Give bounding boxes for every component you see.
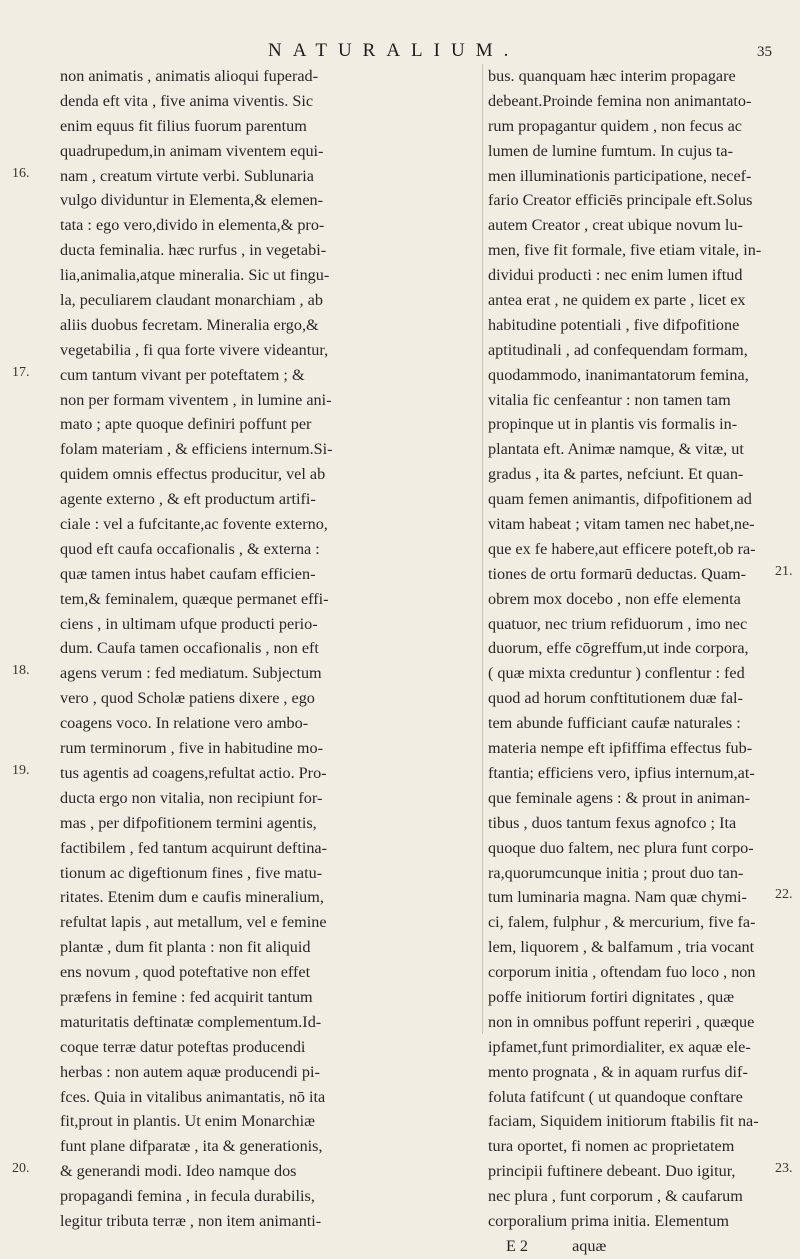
text-line: mento prognata , & in aquam rurfus dif-	[488, 1062, 748, 1081]
text-line: factibilem , fed tantum acquirunt deftina-	[60, 838, 327, 857]
text-line: vitam habeat ; vitam tamen nec habet,ne-	[488, 515, 755, 534]
text-line: legitur tributa terræ , non item animanti-	[60, 1211, 322, 1230]
text-line: ducta ergo non vitalia, non recipiunt for-	[60, 788, 323, 807]
text-line: rum terminorum , five in habitudine mo-	[60, 739, 323, 758]
text-line: gradus , ita & partes, nefciunt. Et quan-	[488, 465, 744, 484]
text-line: vulgo dividuntur in Elementa,& elemen-	[60, 191, 323, 210]
text-line: plantata eft. Animæ namque, & vitæ, ut	[488, 440, 744, 459]
text-line: ( quæ mixta creduntur ) conflentur : fed	[488, 664, 745, 683]
text-line: poffe initiorum fortiri dignitates , quæ	[488, 987, 735, 1006]
text-line: tura oportet, fi nomen ac proprietatem	[488, 1137, 735, 1156]
text-line: aliis duobus fecretam. Mineralia ergo,&	[60, 315, 319, 334]
text-line: antea erat , ne quidem ex parte , licet ex	[488, 291, 746, 310]
text-line: ci, falem, fulphur , & mercurium, five fa-	[488, 913, 756, 932]
text-line: non animatis , animatis alioqui fuperad-	[60, 67, 319, 85]
text-line: quatuor, nec trium refiduorum , imo nec	[488, 614, 748, 633]
text-line: principii fuftinere debeant. Duo igitur,	[488, 1162, 736, 1181]
text-line: lem, liquorem , & balfamum , tria vocant	[488, 938, 755, 957]
text-line: que feminale agens : & prout in animan-	[488, 788, 751, 807]
text-line: denda eft vita , five anima viventis. Sic	[60, 91, 314, 110]
text-line: fit,prout in plantis. Ut enim Monarchiæ	[60, 1112, 315, 1131]
margin-number: 17.	[12, 365, 30, 380]
text-line: herbas : non autem aquæ producendi pi-	[60, 1062, 320, 1081]
text-line: propinque ut in plantis vis formalis in-	[488, 415, 738, 434]
text-line: quam femen animantis, difpofitionem ad	[488, 490, 752, 509]
right-text-column	[488, 64, 773, 1259]
text-line: ftantia; efficiens vero, ipfius internum,at-	[488, 763, 755, 782]
text-line: ciale : vel a fufcitante,ac fovente externo,	[60, 515, 328, 534]
text-line: ra,quorumcunque initia ; prout duo tan-	[488, 863, 744, 882]
text-line: men, five fit formale, five etiam vitale, in-	[488, 241, 762, 260]
text-line: que ex fe habere,aut efficere poteft,ob ra-	[488, 539, 756, 558]
text-line: vegetabilia , fi qua forte vivere videantur,	[60, 340, 329, 359]
text-line: fces. Quia in vitalibus animantatis, nō ita	[60, 1087, 326, 1106]
text-line: ducta feminalia. hæc rurfus , in vegetabi-	[60, 241, 327, 260]
text-line: coque terræ datur poteftas producendi	[60, 1037, 306, 1056]
text-line: funt plane difparatæ , ita & generationis,	[60, 1137, 323, 1156]
text-line: propagandi femina , in fecula durabilis,	[60, 1187, 315, 1206]
text-line: ritates. Etenim dum e caufis mineralium,	[60, 888, 324, 907]
text-line: autem Creator , creat ubique novum lu-	[488, 216, 743, 235]
text-line: tibus , duos tantum fexus agnofco ; Ita	[488, 813, 737, 832]
text-line: ciens , in ultimam ufque producti perio-	[60, 614, 318, 633]
text-line: materia nempe eft ipfiffima effectus fub-	[488, 739, 753, 758]
text-line: nam , creatum virtute verbi. Sublunaria	[60, 166, 314, 185]
text-line: coagens voco. In relatione vero ambo-	[60, 714, 309, 733]
margin-number: 19.	[12, 763, 30, 778]
text-line: maturitatis deftinatæ complementum.Id-	[60, 1012, 322, 1031]
text-line: corporalium prima initia. Elementum	[488, 1211, 729, 1230]
column-rule	[482, 64, 483, 1034]
text-line: debeant.Proinde femina non animantato-	[488, 91, 752, 110]
text-line: agente externo , & eft productum artifi-	[60, 490, 316, 509]
text-line: lumen de lumine fumtum. In cujus ta-	[488, 141, 734, 160]
text-line: tiones de ortu formarū deductas. Quam-	[488, 564, 747, 583]
margin-number: 22.	[775, 887, 793, 902]
text-line: mas , per difpofitionem termini agentis,	[60, 813, 317, 832]
text-line: rum propagantur quidem , non fecus ac	[488, 116, 742, 135]
running-title: NATURALIUM.	[268, 40, 520, 61]
text-line: ens novum , quod poteftative non effet	[60, 963, 311, 982]
text-line: quodammodo, inanimantatorum femina,	[488, 365, 749, 384]
margin-number: 20.	[12, 1161, 30, 1176]
text-line: aptitudinali , ad confequendam formam,	[488, 340, 748, 359]
left-text-column	[60, 64, 478, 1234]
text-line: lia,animalia,atque mineralia. Sic ut fingu-	[60, 266, 330, 285]
text-line: cum tantum vivant per poteftatem ; &	[60, 365, 305, 384]
text-line: folam materiam , & efficiens internum.Si-	[60, 440, 333, 459]
text-line: vero , quod Scholæ patiens dixere , ego	[60, 689, 315, 708]
text-line: fario Creator efficiēs principale eft.Solus	[488, 191, 753, 210]
text-line: enim equus fit filius fuorum parentum	[60, 116, 307, 135]
text-line: duorum, effe cōgreffum,ut inde corpora,	[488, 639, 749, 658]
text-line: non in omnibus poffunt reperiri , quæque	[488, 1012, 755, 1031]
text-line: habitudine potentiali , five difpofitione	[488, 315, 740, 334]
text-line: nec plura , funt corporum , & caufarum	[488, 1187, 743, 1206]
text-line: tata : ego vero,divido in elementa,& pro-	[60, 216, 325, 235]
text-line: obrem mox docebo , non effe elementa	[488, 589, 741, 608]
text-line: dividui producti : nec enim lumen iftud	[488, 266, 743, 285]
text-line: ipfamet,funt primordialiter, ex aquæ ele-	[488, 1037, 751, 1056]
text-line: mato ; apte quoque definiri poffunt per	[60, 415, 312, 434]
text-line: tem abunde fufficiant caufæ naturales :	[488, 714, 741, 733]
catchword: aquæ	[572, 1236, 607, 1255]
text-line: vitalia fic cenfeantur : non tamen tam	[488, 390, 731, 409]
margin-number: 23.	[775, 1161, 793, 1176]
text-line: quæ tamen intus habet caufam efficien-	[60, 564, 316, 583]
margin-number: 21.	[775, 564, 793, 579]
text-line: agens verum : fed mediatum. Subjectum	[60, 664, 322, 683]
text-line: plantæ , dum fit planta : non fit aliquid	[60, 938, 311, 957]
text-line: tum luminaria magna. Nam quæ chymi-	[488, 888, 747, 907]
text-line: la, peculiarem claudant monarchiam , ab	[60, 291, 323, 310]
margin-number: 16.	[12, 166, 30, 181]
page-number: 35	[757, 44, 772, 60]
text-line: tem,& feminalem, quæque permanet effi-	[60, 589, 329, 608]
text-line: & generandi modi. Ideo namque dos	[60, 1162, 297, 1181]
text-line: non per formam viventem , in lumine ani-	[60, 390, 332, 409]
text-line: quadrupedum,in animam viventem equi-	[60, 141, 324, 160]
margin-number: 18.	[12, 663, 30, 678]
text-line: tus agentis ad coagens,refultat actio. Pro-	[60, 763, 327, 782]
signature-mark: E 2	[506, 1236, 529, 1255]
text-line: quod ad horum conftitutionem duæ fal-	[488, 689, 743, 708]
text-line: tionum ac digeftionum fines , five matu-	[60, 863, 323, 882]
text-line: faciam, Siquidem initiorum ftabilis fit na-	[488, 1112, 759, 1131]
footer-line	[488, 1234, 773, 1259]
text-line: quidem omnis effectus producitur, vel ab	[60, 465, 326, 484]
text-line: bus. quanquam hæc interim propagare	[488, 67, 736, 85]
text-line: corporum initia , oftendam fuo loco , non	[488, 963, 756, 982]
text-line: dum. Caufa tamen occafionalis , non eft	[60, 639, 319, 658]
text-line: præfens in femine : fed acquirit tantum	[60, 987, 313, 1006]
text-line: men illuminationis participatione, necef-	[488, 166, 752, 185]
text-line: refultat lapis , aut metallum, vel e femine	[60, 913, 327, 932]
text-line: quod eft caufa occafionalis , & externa :	[60, 539, 320, 558]
text-line: foluta fatifcunt ( ut quandoque conftare	[488, 1087, 743, 1106]
text-line: quoque duo faltem, nec plura funt corpo-	[488, 838, 754, 857]
